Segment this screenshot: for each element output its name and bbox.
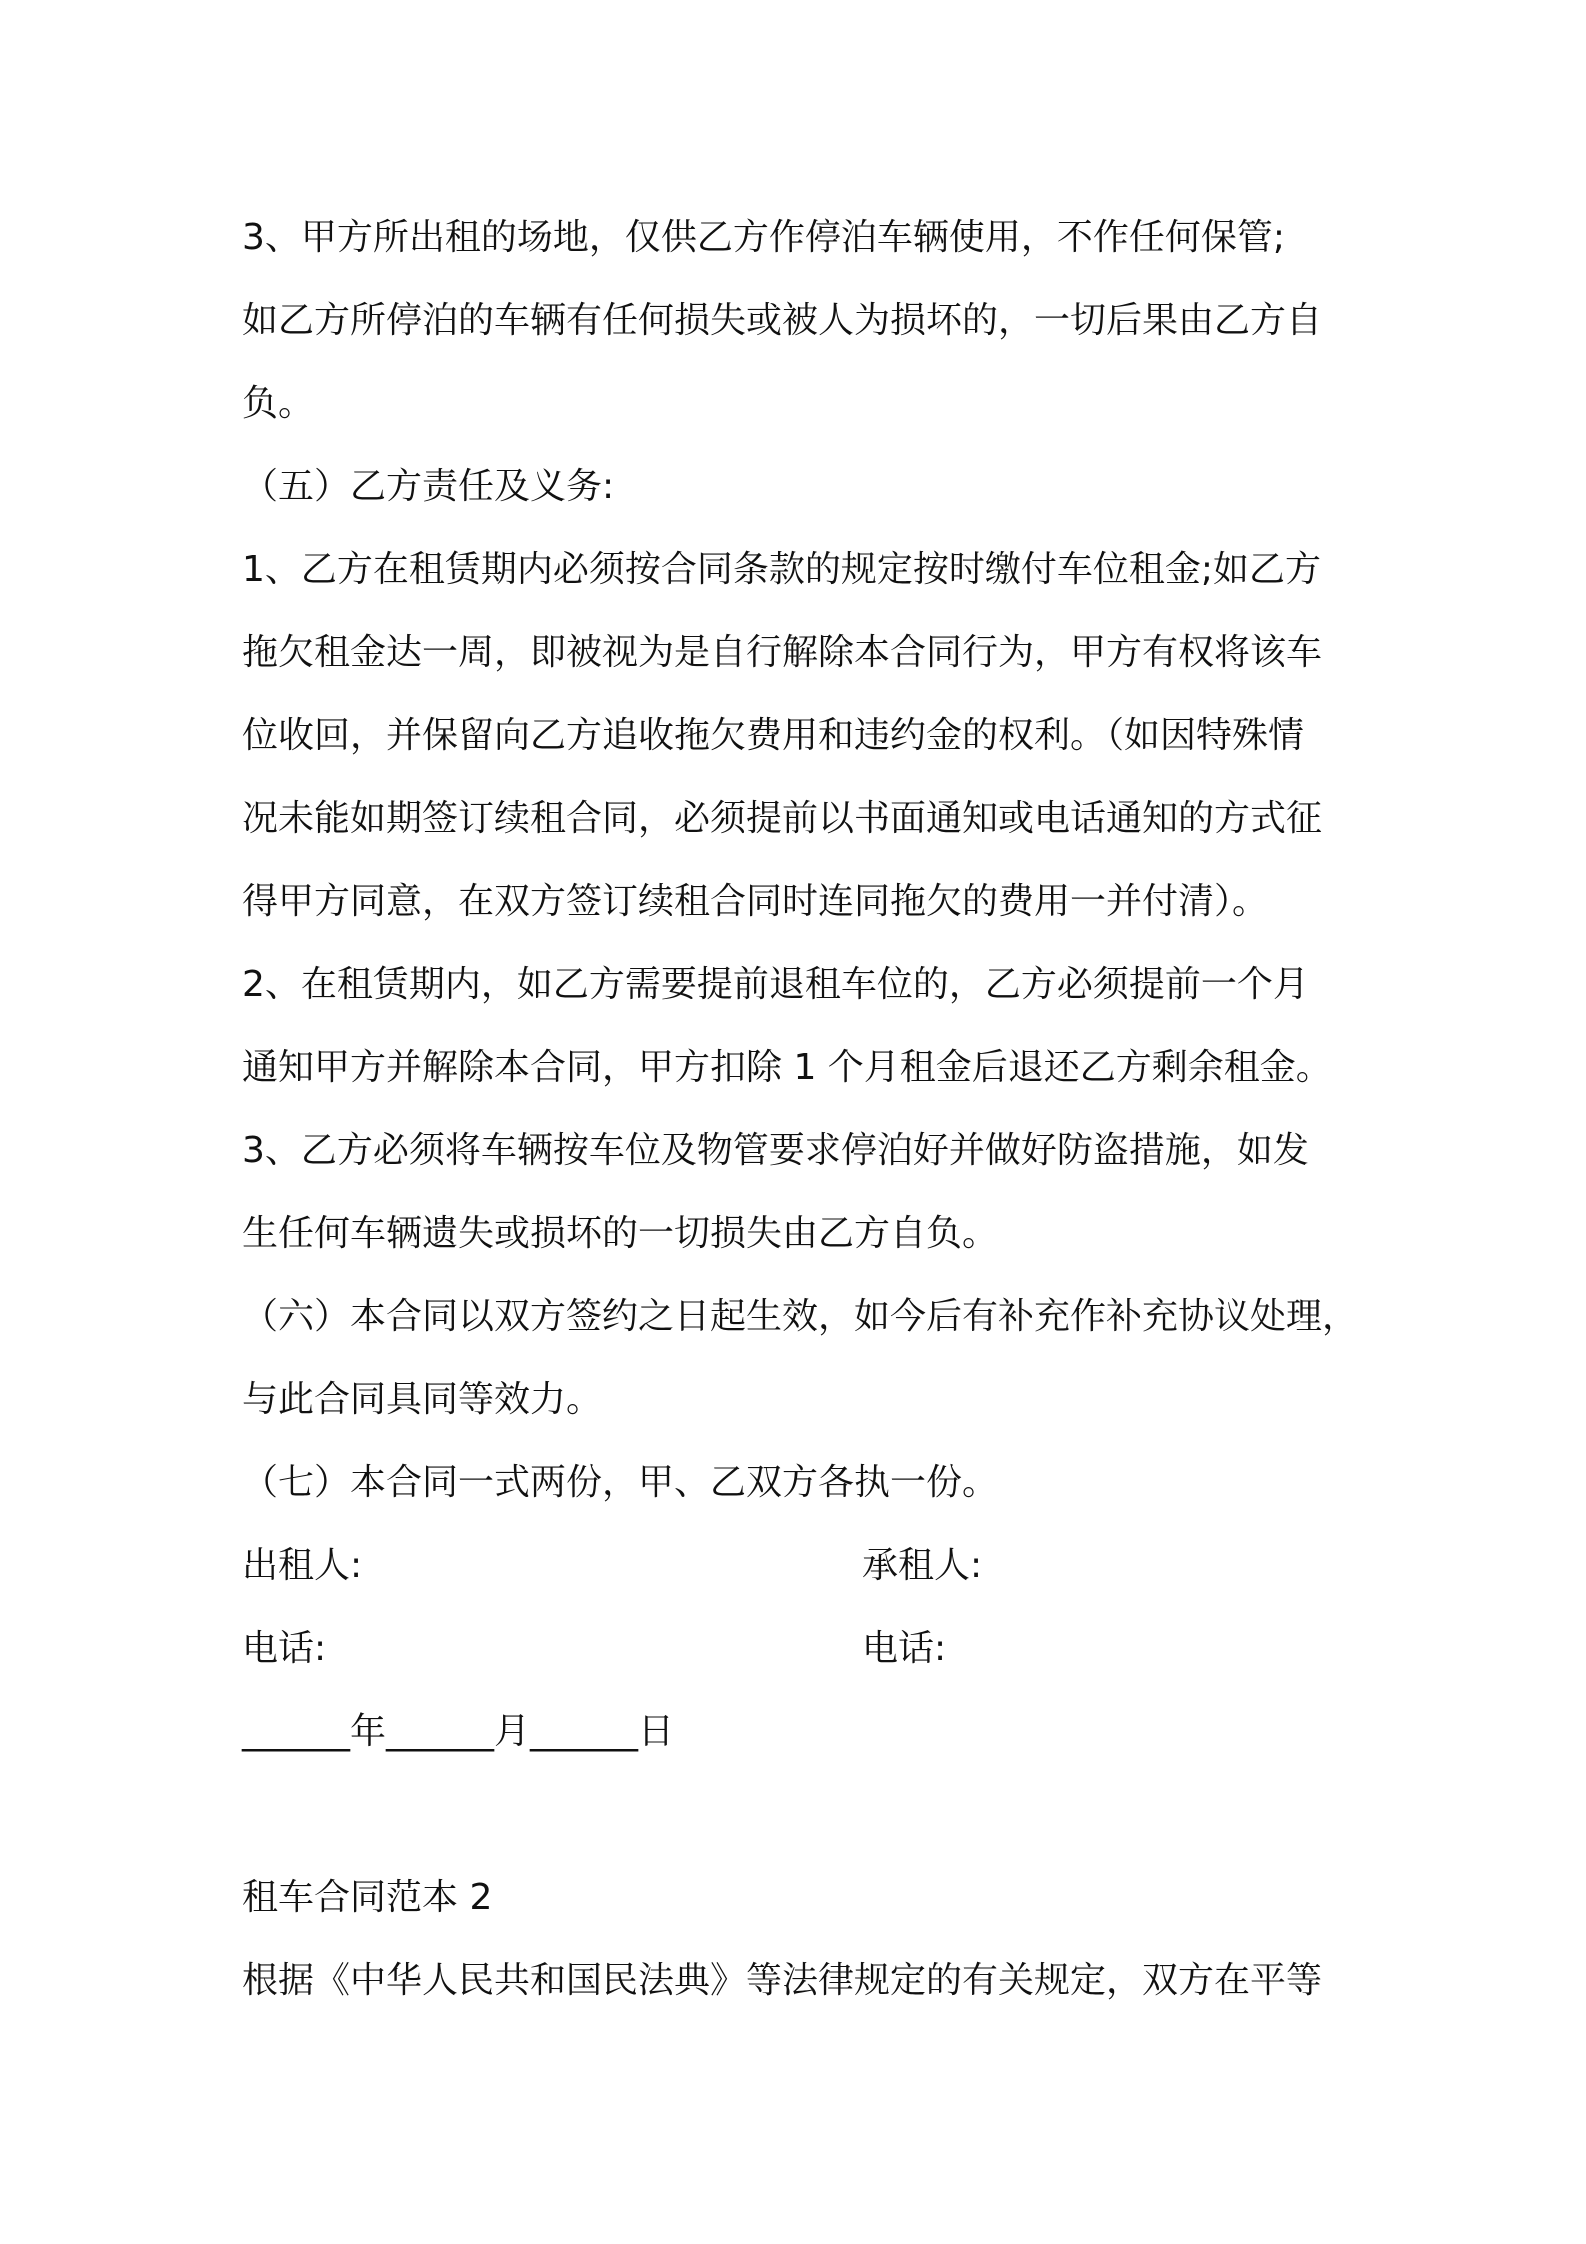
- paragraph-line: 通知甲方并解除本合同，甲方扣除 1 个月租金后退还乙方剩余租金。: [242, 1047, 1332, 1088]
- paragraph-line: （六）本合同以双方签约之日起生效，如今后有补充作补充协议处理，: [242, 1296, 1359, 1337]
- paragraph-line: 2、在租赁期内，如乙方需要提前退租车位的，乙方必须提前一个月: [242, 964, 1309, 1005]
- signature-phone-row: [242, 1607, 1356, 1690]
- lessee-phone-label: 电话:: [862, 1628, 947, 1669]
- paragraph-line: 位收回，并保留向乙方追收拖欠费用和违约金的权利。（如因特殊情: [242, 715, 1305, 756]
- paragraph-line: 根据《中华人民共和国民法典》等法律规定的有关规定，双方在平等: [242, 1960, 1323, 2001]
- lessor-label: 出租人:: [242, 1545, 363, 1586]
- paragraph-line: 与此合同具同等效力。: [242, 1379, 603, 1420]
- signature-party-row: [242, 1524, 1356, 1607]
- paragraph-line: 拖欠租金达一周，即被视为是自行解除本合同行为，甲方有权将该车: [242, 632, 1323, 673]
- blank-spacer: [242, 1773, 1356, 1856]
- document-body: [242, 196, 1359, 2022]
- lessor-phone-label: 电话:: [242, 1628, 327, 1669]
- lessee-label: 承租人:: [862, 1545, 983, 1586]
- paragraph-line: 得甲方同意，在双方签订续租合同时连同拖欠的费用一并付清）。: [242, 881, 1269, 922]
- date-line: ______年______月______日: [242, 1711, 674, 1752]
- paragraph-line: 3、乙方必须将车辆按车位及物管要求停泊好并做好防盗措施，如发: [242, 1130, 1309, 1171]
- paragraph-line: 生任何车辆遗失或损坏的一切损失由乙方自负。: [242, 1213, 999, 1254]
- paragraph-line: 况未能如期签订续租合同，必须提前以书面通知或电话通知的方式征: [242, 798, 1323, 839]
- paragraph-line: 如乙方所停泊的车辆有任何损失或被人为损坏的，一切后果由乙方自: [242, 300, 1323, 341]
- section-title: 租车合同范本 2: [242, 1877, 493, 1918]
- paragraph-line: 1、乙方在租赁期内必须按合同条款的规定按时缴付车位租金;如乙方: [242, 549, 1322, 590]
- paragraph-line: 负。: [242, 383, 315, 424]
- section-heading: （五）乙方责任及义务:: [242, 466, 615, 507]
- paragraph-line: 3、甲方所出租的场地，仅供乙方作停泊车辆使用，不作任何保管;: [242, 217, 1286, 258]
- paragraph-line: （七）本合同一式两份，甲、乙双方各执一份。: [242, 1462, 999, 1503]
